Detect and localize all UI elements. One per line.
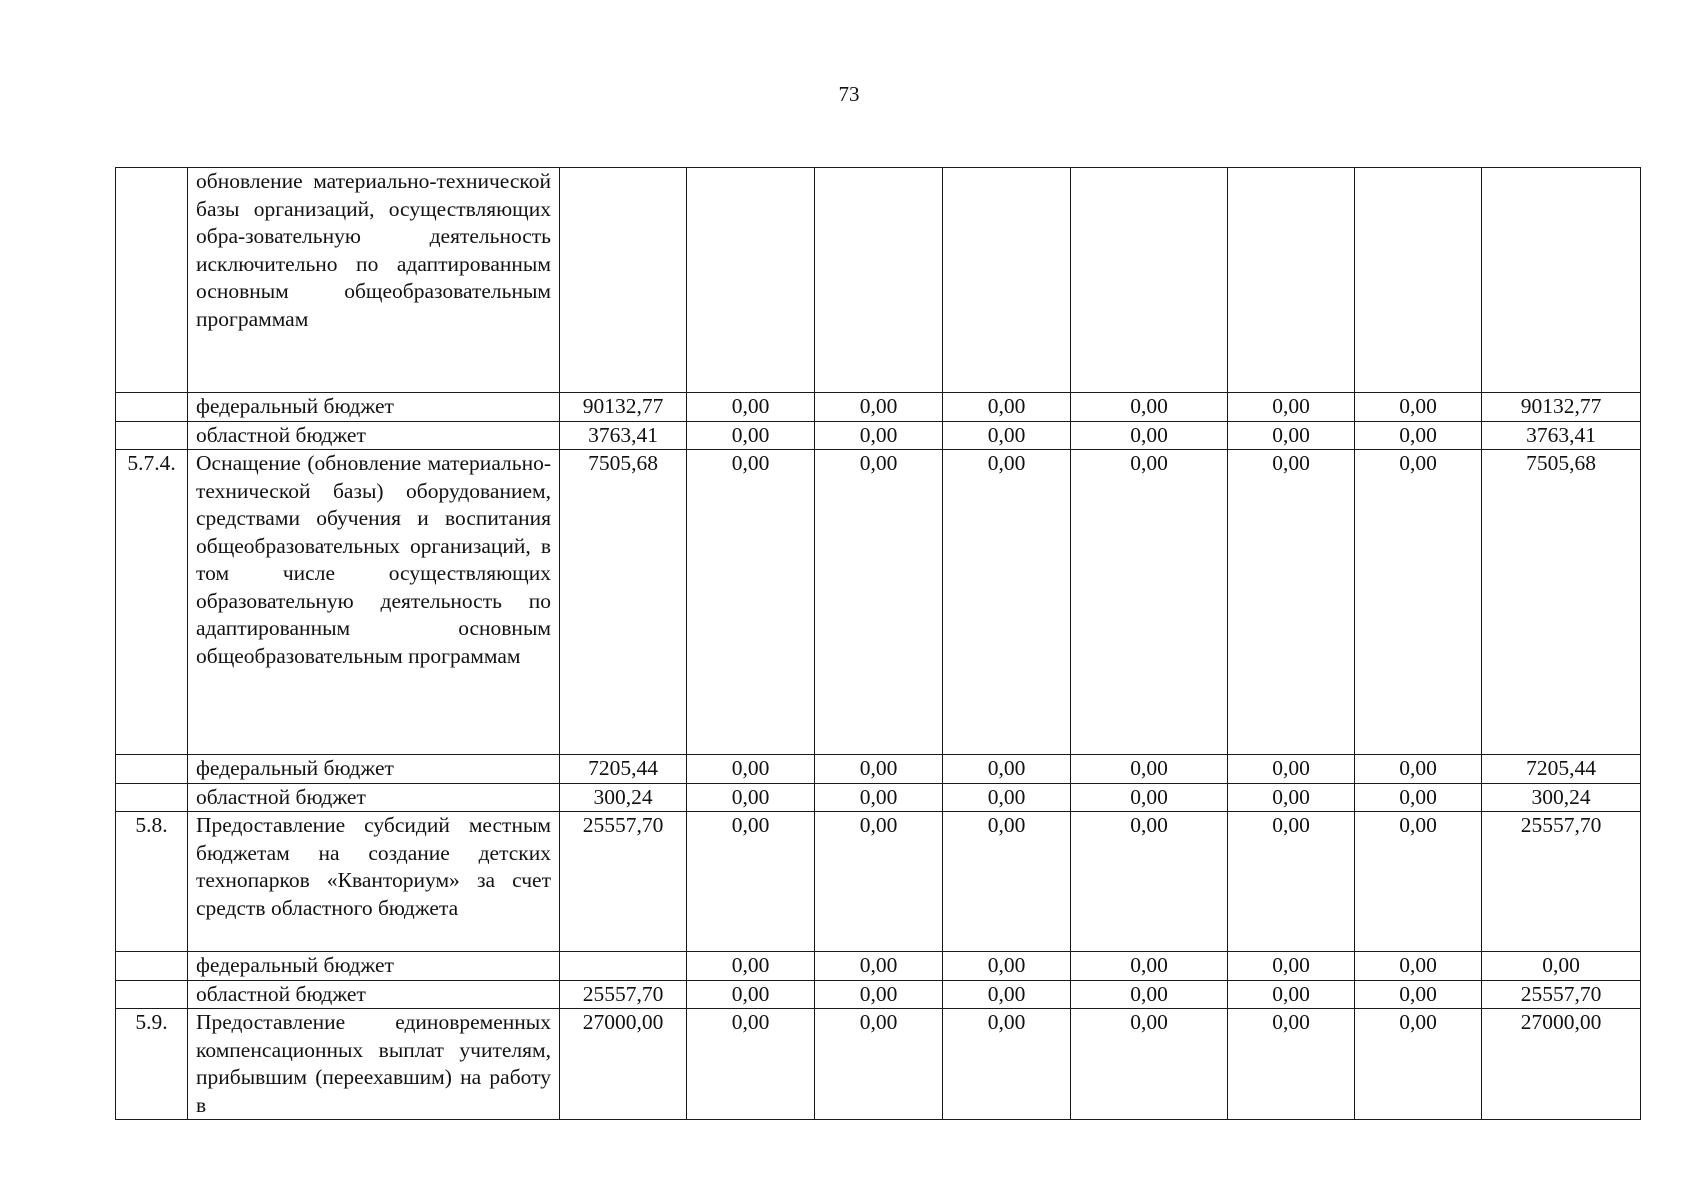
row-total: 25557,70 <box>1482 812 1641 952</box>
row-code <box>116 168 188 393</box>
row-value <box>943 168 1071 393</box>
row-value: 0,00 <box>1355 980 1482 1009</box>
row-value: 0,00 <box>1071 783 1228 812</box>
row-value: 0,00 <box>1071 755 1228 784</box>
row-code <box>116 755 188 784</box>
row-value: 0,00 <box>687 421 815 450</box>
row-value: 0,00 <box>943 812 1071 952</box>
row-value: 0,00 <box>1071 450 1228 755</box>
table-body <box>116 168 1641 1120</box>
row-value: 0,00 <box>1355 812 1482 952</box>
table-row <box>116 1009 1641 1120</box>
row-value: 0,00 <box>687 755 815 784</box>
row-value: 0,00 <box>1355 1009 1482 1120</box>
row-description: Предоставление единовременных компенсационных выплат учителям, прибывшим (переехавшим) на работу в <box>188 1009 560 1120</box>
row-description: областной бюджет <box>188 421 560 450</box>
page-number: 73 <box>838 82 860 106</box>
row-description: областной бюджет <box>188 783 560 812</box>
table-row <box>116 952 1641 981</box>
row-value: 25557,70 <box>560 812 687 952</box>
row-value: 0,00 <box>815 421 943 450</box>
row-description: Предоставление субсидий местным бюджетам на создание детских технопарков «Кванториум» за счет средств областного бюджета <box>188 812 560 952</box>
row-description: федеральный бюджет <box>188 755 560 784</box>
row-total: 7205,44 <box>1482 755 1641 784</box>
row-value: 0,00 <box>1228 421 1355 450</box>
row-value: 0,00 <box>815 980 943 1009</box>
row-value: 90132,77 <box>560 393 687 422</box>
row-value <box>560 952 687 981</box>
row-value <box>687 168 815 393</box>
row-value: 0,00 <box>687 450 815 755</box>
row-value <box>815 168 943 393</box>
row-value: 3763,41 <box>560 421 687 450</box>
row-description: федеральный бюджет <box>188 952 560 981</box>
row-code <box>116 952 188 981</box>
row-description: областной бюджет <box>188 980 560 1009</box>
row-value: 0,00 <box>1355 755 1482 784</box>
table-row <box>116 980 1641 1009</box>
row-value: 0,00 <box>943 783 1071 812</box>
row-value: 0,00 <box>1071 952 1228 981</box>
row-value: 0,00 <box>1228 755 1355 784</box>
table-row <box>116 812 1641 952</box>
row-value: 0,00 <box>1228 1009 1355 1120</box>
row-value: 300,24 <box>560 783 687 812</box>
row-value: 0,00 <box>815 1009 943 1120</box>
row-value: 0,00 <box>687 783 815 812</box>
row-total: 25557,70 <box>1482 980 1641 1009</box>
row-code <box>116 980 188 1009</box>
row-code <box>116 393 188 422</box>
row-value: 0,00 <box>815 755 943 784</box>
row-value: 0,00 <box>1355 783 1482 812</box>
table-row <box>116 783 1641 812</box>
row-value: 0,00 <box>1355 393 1482 422</box>
row-value: 0,00 <box>1228 783 1355 812</box>
row-value: 0,00 <box>1071 393 1228 422</box>
row-value <box>1071 168 1228 393</box>
row-code: 5.8. <box>116 812 188 952</box>
row-value: 0,00 <box>1071 812 1228 952</box>
row-value: 0,00 <box>687 1009 815 1120</box>
row-value: 0,00 <box>1228 980 1355 1009</box>
row-total: 27000,00 <box>1482 1009 1641 1120</box>
row-value: 0,00 <box>687 980 815 1009</box>
row-value: 0,00 <box>943 421 1071 450</box>
row-value: 0,00 <box>1228 450 1355 755</box>
row-value: 0,00 <box>1228 812 1355 952</box>
table-row <box>116 755 1641 784</box>
row-value: 0,00 <box>1071 421 1228 450</box>
row-value: 0,00 <box>943 393 1071 422</box>
row-code: 5.9. <box>116 1009 188 1120</box>
row-value <box>1228 168 1355 393</box>
row-value: 0,00 <box>687 393 815 422</box>
row-value: 0,00 <box>1355 952 1482 981</box>
row-value: 7205,44 <box>560 755 687 784</box>
row-value: 0,00 <box>687 812 815 952</box>
row-value <box>1355 168 1482 393</box>
row-value: 0,00 <box>1228 952 1355 981</box>
row-total: 90132,77 <box>1482 393 1641 422</box>
row-value: 0,00 <box>1355 450 1482 755</box>
row-value: 0,00 <box>815 783 943 812</box>
row-value: 27000,00 <box>560 1009 687 1120</box>
row-value: 25557,70 <box>560 980 687 1009</box>
budget-table <box>115 167 1641 1120</box>
row-value: 0,00 <box>943 980 1071 1009</box>
row-description: Оснащение (обновление материально-технической базы) оборудованием, средствами обучения и воспитания общеобразовательных организаций, в том числе осуществляющих образовательную деятельность по адаптированным основным общеобразовательным программам <box>188 450 560 755</box>
table-row <box>116 421 1641 450</box>
row-total: 3763,41 <box>1482 421 1641 450</box>
row-value: 0,00 <box>1228 393 1355 422</box>
row-value: 0,00 <box>1071 980 1228 1009</box>
row-value: 0,00 <box>815 450 943 755</box>
row-value: 0,00 <box>1355 421 1482 450</box>
row-value: 0,00 <box>815 393 943 422</box>
row-value: 0,00 <box>943 1009 1071 1120</box>
row-value: 0,00 <box>943 952 1071 981</box>
row-code: 5.7.4. <box>116 450 188 755</box>
row-value <box>560 168 687 393</box>
row-value: 0,00 <box>687 952 815 981</box>
row-description: обновление материально-технической базы организаций, осуществляющих обра-зовательную деятельность исключительно по адаптированным основным общеобразовательным программам <box>188 168 560 393</box>
row-value: 7505,68 <box>560 450 687 755</box>
row-code <box>116 421 188 450</box>
row-value: 0,00 <box>943 450 1071 755</box>
row-total: 0,00 <box>1482 952 1641 981</box>
row-total: 300,24 <box>1482 783 1641 812</box>
row-code <box>116 783 188 812</box>
row-total: 7505,68 <box>1482 450 1641 755</box>
row-value: 0,00 <box>943 755 1071 784</box>
row-value: 0,00 <box>815 952 943 981</box>
row-value: 0,00 <box>815 812 943 952</box>
row-description: федеральный бюджет <box>188 393 560 422</box>
row-total <box>1482 168 1641 393</box>
row-value: 0,00 <box>1071 1009 1228 1120</box>
table-row <box>116 168 1641 393</box>
table-row <box>116 393 1641 422</box>
table-row <box>116 450 1641 755</box>
